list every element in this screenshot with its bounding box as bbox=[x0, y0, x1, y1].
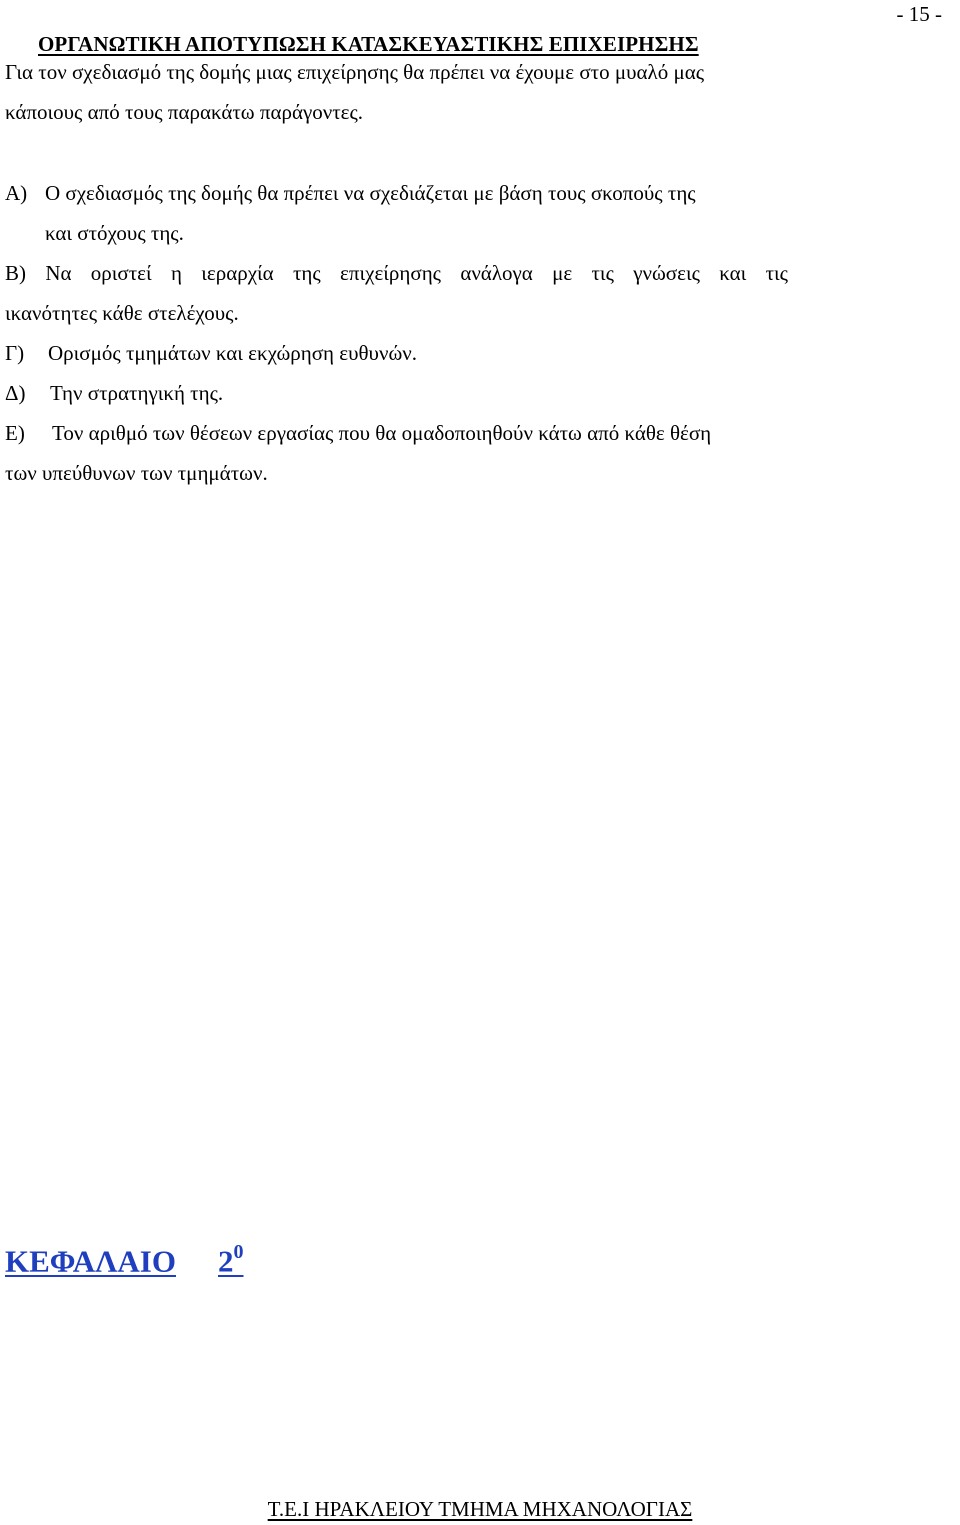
item-e-line-2: των υπεύθυνων των τμημάτων. bbox=[5, 461, 268, 485]
item-b-word: με bbox=[552, 261, 573, 285]
chapter-label: ΚΕΦΑΛΑΙΟ bbox=[5, 1243, 176, 1279]
item-d-text: Την στρατηγική της. bbox=[50, 381, 224, 405]
item-d-marker: Δ) bbox=[5, 381, 26, 405]
chapter-number: 2 bbox=[217, 1243, 234, 1279]
item-a-line-2: και στόχους της. bbox=[45, 221, 184, 245]
item-b-line-1 bbox=[5, 263, 788, 284]
item-b-word: γνώσεις bbox=[633, 261, 700, 285]
item-b-line-2: ικανότητες κάθε στελέχους. bbox=[5, 301, 239, 325]
item-b-word: Να bbox=[45, 261, 72, 285]
chapter-heading bbox=[5, 1243, 243, 1279]
item-e-line-1: Τον αριθμό των θέσεων εργασίας που θα ομαδοποιηθούν κάτω από κάθε θέση bbox=[52, 421, 712, 445]
section-heading: ΟΡΓΑΝΩΤΙΚΗ ΑΠΟΤΥΠΩΣΗ ΚΑΤΑΣΚΕΥΑΣΤΙΚΗΣ ΕΠΙΧΕΙΡΗΣΗΣ bbox=[38, 32, 699, 56]
item-b-word: η bbox=[170, 261, 182, 285]
item-b-word: και bbox=[719, 261, 747, 285]
item-b-word: ανάλογα bbox=[460, 261, 533, 285]
page-footer: Τ.Ε.Ι ΗΡΑΚΛΕΙΟΥ ΤΜΗΜΑ ΜΗΧΑΝΟΛΟΓΙΑΣ bbox=[267, 1497, 693, 1521]
intro-line-1: Για τον σχεδιασμό της δομής μιας επιχείρησης θα πρέπει να έχουμε στο μυαλό μας bbox=[5, 60, 705, 84]
item-c-marker: Γ) bbox=[5, 341, 25, 365]
page-number: - 15 - bbox=[896, 2, 942, 26]
intro-line-2: κάποιους από τους παρακάτω παράγοντες. bbox=[5, 100, 364, 124]
item-b-word: οριστεί bbox=[90, 261, 152, 285]
item-b-word: τις bbox=[591, 261, 614, 285]
item-b-word: τις bbox=[765, 261, 788, 285]
item-b-word: της bbox=[292, 261, 321, 285]
item-c-text: Ορισμός τμημάτων και εκχώρηση ευθυνών. bbox=[48, 341, 418, 365]
chapter-superscript: 0 bbox=[233, 1241, 244, 1263]
item-b-word: ιεραρχία bbox=[201, 261, 274, 285]
item-b-word: επιχείρησης bbox=[340, 261, 441, 285]
item-a-marker: Α) bbox=[5, 181, 28, 205]
item-e-marker: Ε) bbox=[5, 421, 25, 445]
item-b-marker: Β) bbox=[5, 261, 26, 285]
item-a-line-1: Ο σχεδιασμός της δομής θα πρέπει να σχεδιάζεται με βάση τους σκοπούς της bbox=[45, 181, 696, 205]
